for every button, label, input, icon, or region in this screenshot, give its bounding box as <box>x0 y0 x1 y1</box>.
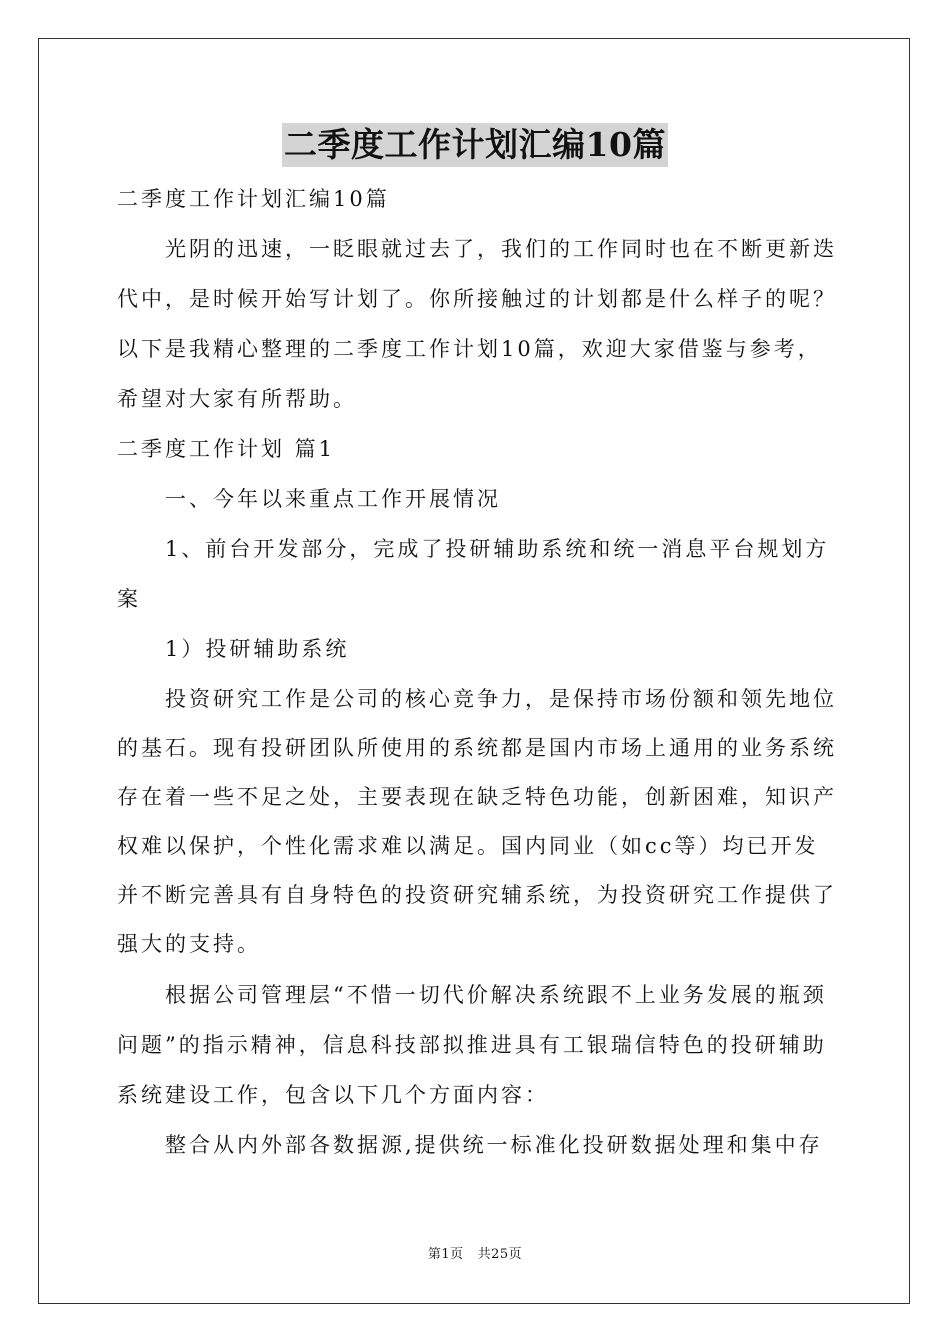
paragraph-line: 系统建设工作，包含以下几个方面内容： <box>117 1083 549 1107</box>
paragraph-line: 根据公司管理层“不惜一切代价解决系统跟不上业务发展的瓶颈 <box>165 983 827 1007</box>
paragraph-line: 权难以保护，个性化需求难以满足。国内同业（如cc等）均已开发 <box>117 834 819 858</box>
paragraph-line: 整合从内外部各数据源,提供统一标准化投研数据处理和集中存 <box>165 1133 823 1157</box>
paragraph-line: 问题”的指示精神，信息科技部拟推进具有工银瑞信特色的投研辅助 <box>117 1033 827 1057</box>
paragraph-line: 存在着一些不足之处，主要表现在缺乏特色功能，创新困难，知识产 <box>117 785 837 809</box>
document-title: 二季度工作计划汇编10篇 <box>282 123 668 167</box>
paragraph-line: 以下是我精心整理的二季度工作计划10篇，欢迎大家借鉴与参考， <box>117 337 822 361</box>
subtitle-line: 二季度工作计划汇编10篇 <box>117 187 390 211</box>
paragraph-line: 代中，是时候开始写计划了。你所接触过的计划都是什么样子的呢？ <box>117 287 837 311</box>
paragraph-line: 并不断完善具有自身特色的投资研究辅系统，为投资研究工作提供了 <box>117 883 837 907</box>
paragraph-line: 1）投研辅助系统 <box>165 637 350 661</box>
page-total: 共25页 <box>477 1247 523 1262</box>
section-heading: 二季度工作计划 篇1 <box>117 437 336 461</box>
paragraph-line: 希望对大家有所帮助。 <box>117 387 357 411</box>
paragraph-line: 1、前台开发部分，完成了投研辅助系统和统一消息平台规划方 <box>165 537 830 561</box>
paragraph-line: 一、今年以来重点工作开展情况 <box>165 487 501 511</box>
paragraph-line: 案 <box>117 587 141 611</box>
paragraph-line: 光阴的迅速，一眨眼就过去了，我们的工作同时也在不断更新迭 <box>165 237 837 261</box>
paragraph-line: 强大的支持。 <box>117 932 261 956</box>
paragraph-line: 投资研究工作是公司的核心竞争力，是保持市场份额和领先地位 <box>165 687 837 711</box>
title-wrap <box>0 123 950 167</box>
paragraph-line: 的基石。现有投研团队所使用的系统都是国内市场上通用的业务系统 <box>117 736 837 760</box>
page-border <box>38 38 910 1304</box>
page-footer <box>0 1246 950 1264</box>
page-number: 第1页 <box>427 1247 464 1262</box>
